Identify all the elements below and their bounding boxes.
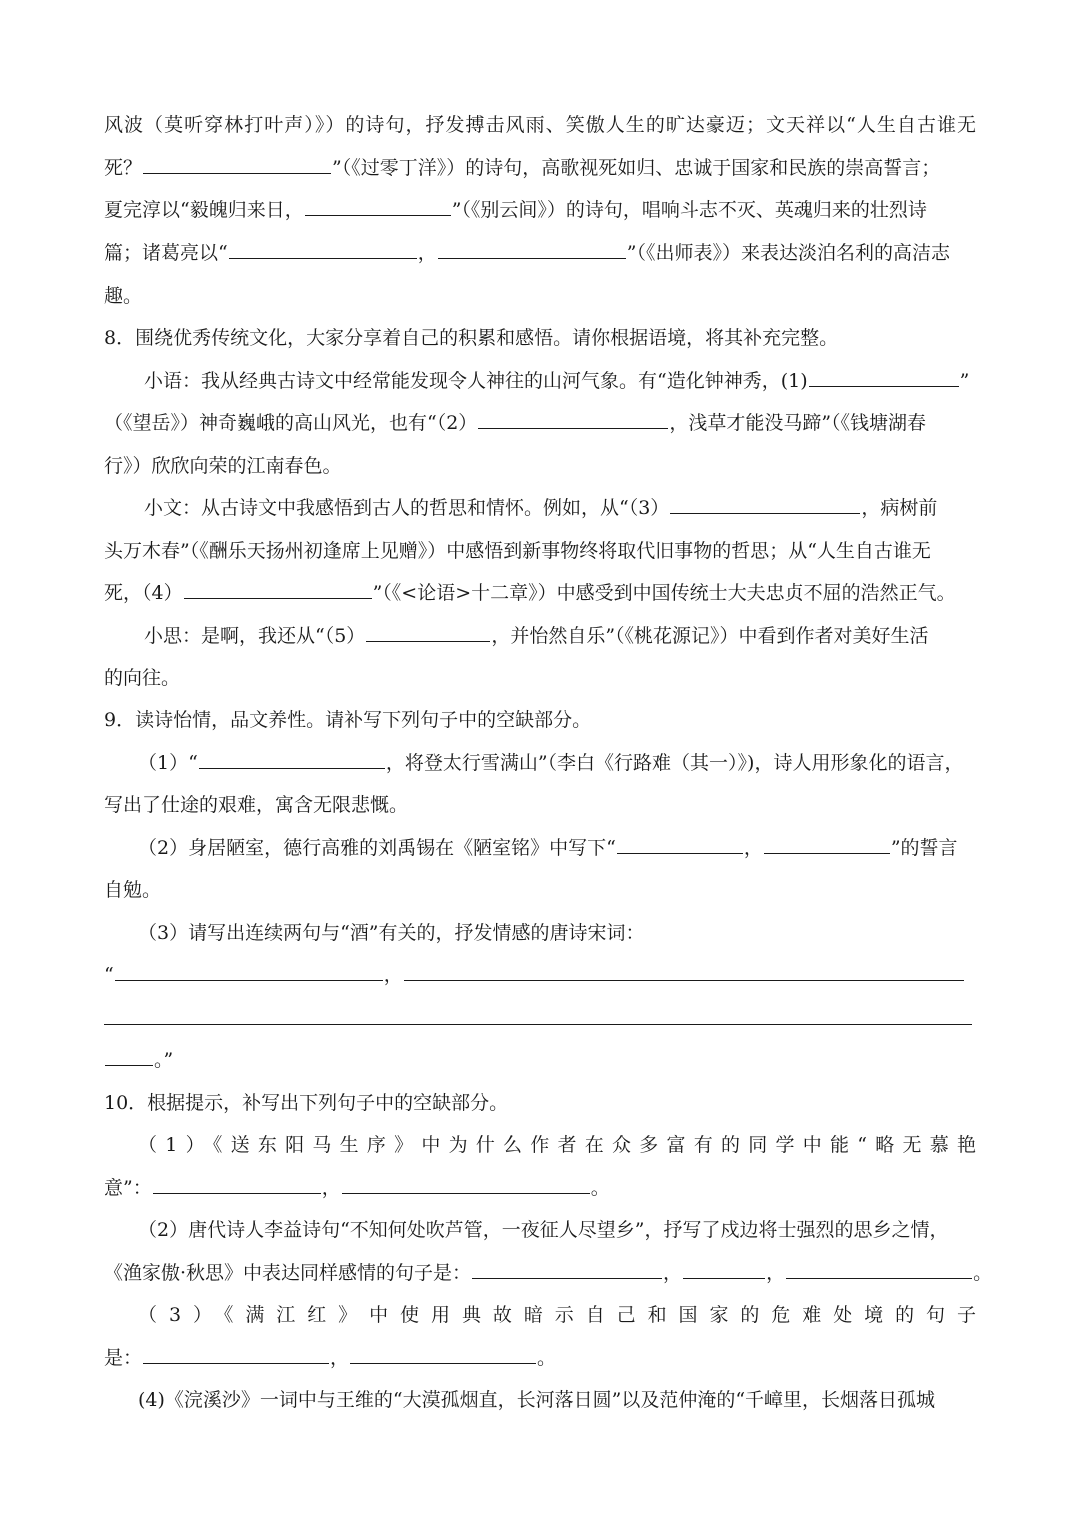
answer-blank[interactable] bbox=[342, 1175, 590, 1194]
answer-blank[interactable] bbox=[478, 410, 668, 429]
text-segment: 9．读诗怡情，品文养性。请补写下列句子中的空缺部分。 bbox=[104, 709, 592, 731]
text-segment: 是： bbox=[104, 1347, 143, 1369]
text-segment: （2）身居陋室，德行高雅的刘禹锡在《陋室铭》中写下“ bbox=[138, 837, 616, 859]
text-line bbox=[138, 918, 976, 948]
text-segment: ” bbox=[959, 370, 970, 392]
text-line bbox=[104, 110, 976, 140]
text-segment: 小语：我从经典古诗文中经常能发现令人神往的山河气象。有“造化钟神秀，(1) bbox=[144, 370, 808, 392]
answer-blank[interactable] bbox=[184, 580, 372, 599]
text-segment: 。 bbox=[537, 1347, 557, 1369]
text-line bbox=[104, 578, 976, 608]
text-line bbox=[104, 960, 976, 990]
text-segment: ， bbox=[766, 1262, 786, 1284]
text-line bbox=[104, 536, 976, 566]
text-segment: （3）请写出连续两句与“酒”有关的，抒发情感的唐诗宋词： bbox=[138, 922, 645, 944]
text-line bbox=[138, 1300, 976, 1330]
answer-blank[interactable] bbox=[683, 1260, 765, 1279]
text-segment: ”的誓言 bbox=[890, 837, 958, 859]
text-line bbox=[104, 1258, 993, 1288]
answer-blank[interactable] bbox=[786, 1260, 972, 1279]
text-segment: 行》）欣欣向荣的江南春色。 bbox=[104, 455, 342, 477]
answer-blank[interactable] bbox=[104, 1024, 972, 1025]
text-line bbox=[104, 1173, 976, 1203]
text-segment: ， bbox=[417, 242, 437, 264]
text-segment: 《渔家傲·秋思》中表达同样感情的句子是： bbox=[104, 1262, 472, 1284]
text-line bbox=[104, 790, 976, 820]
text-segment: 篇；诸葛亮以“ bbox=[104, 242, 228, 264]
answer-blank[interactable] bbox=[143, 155, 331, 174]
text-line bbox=[104, 451, 976, 481]
text-segment: 小思：是啊，我还从“（5） bbox=[144, 625, 366, 647]
text-segment: 小文：从古诗文中我感悟到古人的哲思和情怀。例如，从“（3） bbox=[144, 497, 670, 519]
text-segment: 。 bbox=[973, 1262, 993, 1284]
question-9-title bbox=[104, 705, 976, 735]
text-line bbox=[104, 281, 976, 311]
answer-blank[interactable] bbox=[764, 835, 890, 854]
text-segment: ，病树前 bbox=[861, 497, 938, 519]
answer-blank[interactable] bbox=[115, 962, 383, 981]
text-segment: （1）“ bbox=[138, 752, 198, 774]
text-line bbox=[104, 1045, 976, 1075]
text-segment: ， bbox=[330, 1347, 350, 1369]
text-line bbox=[144, 621, 976, 651]
text-segment: ”（《过零丁洋》）的诗句，高歌视死如归、忠诚于国家和民族的崇高誓言； bbox=[332, 157, 941, 179]
text-segment: 自勉。 bbox=[104, 879, 162, 901]
text-segment: 。 bbox=[590, 1177, 610, 1199]
text-segment: 趣。 bbox=[104, 285, 143, 307]
text-segment: ， bbox=[663, 1262, 683, 1284]
text-segment: 死？ bbox=[104, 157, 143, 179]
text-line bbox=[144, 366, 976, 396]
answer-blank[interactable] bbox=[143, 1345, 329, 1364]
text-segment: 头万木春”（《酬乐天扬州初逢席上见赠》）中感悟到新事物终将取代旧事物的哲思；从“人生自古谁无 bbox=[104, 540, 931, 562]
text-line bbox=[138, 1130, 976, 1160]
answer-blank[interactable] bbox=[105, 1047, 153, 1066]
text-line bbox=[104, 238, 976, 268]
answer-blank[interactable] bbox=[153, 1175, 321, 1194]
text-segment: ”（《出师表》）来表达淡泊名利的高洁志 bbox=[626, 242, 950, 264]
text-segment: 风波（莫听穿林打叶声）》）的诗句，抒发搏击风雨、笑傲人生的旷达豪迈；文天祥以“人生自古谁无 bbox=[104, 114, 976, 136]
text-segment: 8．围绕优秀传统文化，大家分享着自己的积累和感悟。请你根据语境，将其补充完整。 bbox=[104, 327, 839, 349]
text-line bbox=[144, 493, 976, 523]
question-10-title bbox=[104, 1088, 976, 1118]
text-line bbox=[138, 833, 976, 863]
text-line bbox=[104, 663, 976, 693]
text-segment: ， bbox=[743, 837, 763, 859]
text-segment: 意”： bbox=[104, 1177, 152, 1199]
answer-blank[interactable] bbox=[305, 197, 451, 216]
answer-blank[interactable] bbox=[199, 750, 385, 769]
answer-blank[interactable] bbox=[809, 368, 959, 387]
text-segment: ”（《<论语>十二章》）中感受到中国传统士大夫忠贞不屈的浩然正气。 bbox=[372, 582, 956, 604]
text-segment: (4)《浣溪沙》一词中与王维的“大漠孤烟直，长河落日圆”以及范仲淹的“千嶂里，长烟落日孤城 bbox=[138, 1389, 936, 1411]
text-segment: （《望岳》）神奇巍峨的高山风光，也有“（2） bbox=[104, 412, 478, 434]
answer-blank[interactable] bbox=[350, 1345, 536, 1364]
text-segment: 死，（4） bbox=[104, 582, 183, 604]
text-line bbox=[138, 748, 976, 778]
text-segment: （2）唐代诗人李益诗句“不知何处吹芦管，一夜征人尽望乡”，抒写了戍边将士强烈的思乡之情， bbox=[138, 1219, 949, 1241]
text-line bbox=[138, 1385, 976, 1415]
answer-blank[interactable] bbox=[438, 240, 626, 259]
text-line bbox=[104, 195, 976, 225]
text-segment: ”（《别云间》）的诗句，唱响斗志不灭、英魂归来的壮烈诗 bbox=[451, 199, 927, 221]
text-segment: 写出了仕途的艰难，寓含无限悲慨。 bbox=[104, 794, 409, 816]
answer-blank[interactable] bbox=[670, 495, 860, 514]
text-segment: ，并怡然自乐”（《桃花源记》）中看到作者对美好生活 bbox=[491, 625, 929, 647]
answer-blank[interactable] bbox=[617, 835, 743, 854]
answer-blank[interactable] bbox=[472, 1260, 662, 1279]
text-line bbox=[104, 153, 976, 183]
text-segment: 夏完淳以“毅魄归来日， bbox=[104, 199, 304, 221]
question-8-title bbox=[104, 323, 976, 353]
text-segment: ，将登太行雪满山”（李白《行路难（其一）》)，诗人用形象化的语言， bbox=[385, 752, 964, 774]
text-line bbox=[104, 1343, 976, 1373]
text-segment: 的向往。 bbox=[104, 667, 181, 689]
text-segment: “ bbox=[104, 964, 114, 986]
answer-blank[interactable] bbox=[229, 240, 417, 259]
text-segment: ， bbox=[321, 1177, 341, 1199]
text-line bbox=[104, 408, 976, 438]
text-segment: （1）《送东阳马生序》中为什么作者在众多富有的同学中能“略无慕艳 bbox=[138, 1134, 976, 1156]
text-segment: ，浅草才能没马蹄”（《钱塘湖春 bbox=[669, 412, 927, 434]
answer-blank[interactable] bbox=[366, 623, 490, 642]
text-segment: 10．根据提示，补写出下列句子中的空缺部分。 bbox=[104, 1092, 509, 1114]
text-line bbox=[104, 875, 976, 905]
text-segment: 。” bbox=[154, 1049, 174, 1071]
answer-blank[interactable] bbox=[404, 962, 964, 981]
text-line bbox=[138, 1215, 976, 1245]
text-segment: （3）《满江红》中使用典故暗示自己和国家的危难处境的句子 bbox=[138, 1304, 976, 1326]
text-segment: ， bbox=[383, 964, 403, 986]
